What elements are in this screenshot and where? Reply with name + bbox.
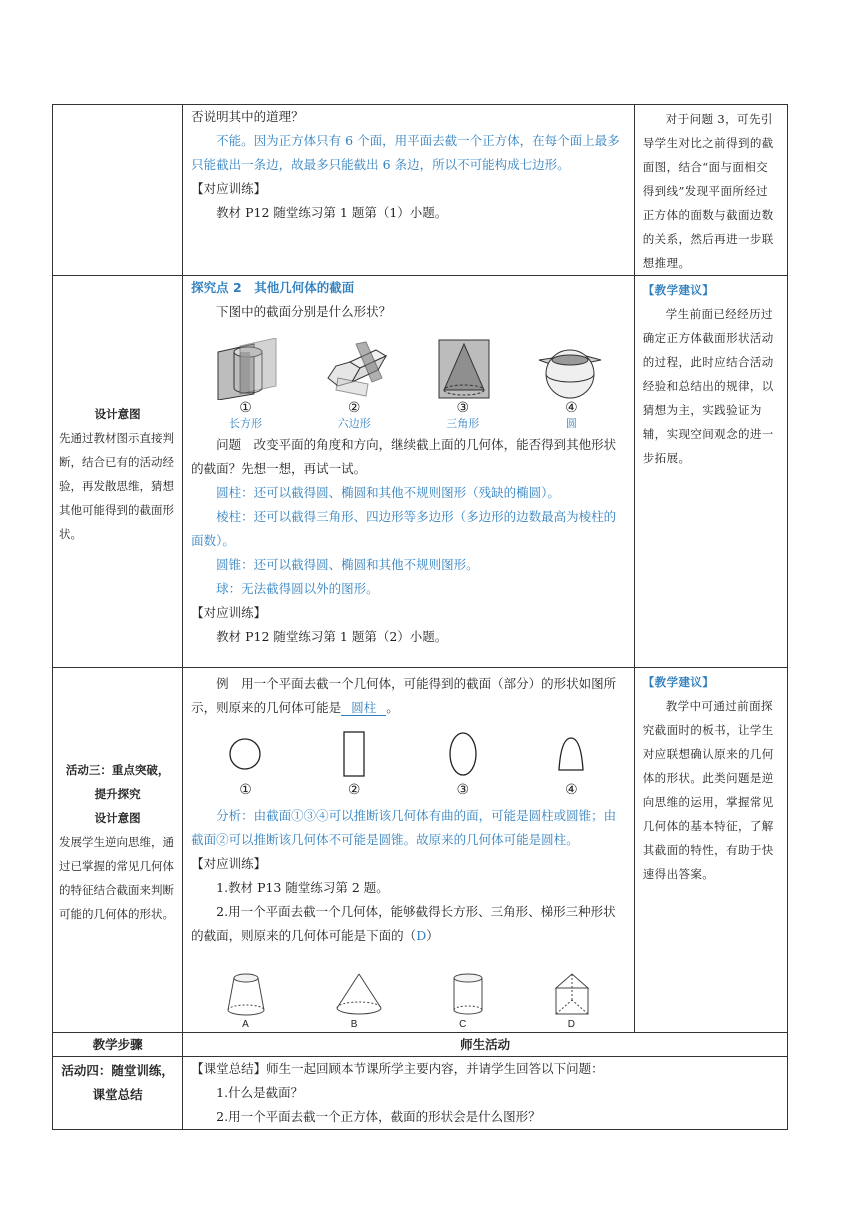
- explore2-question: 下图中的截面分别是什么形状？: [216, 304, 392, 319]
- row3-right-body: 教学中可通过前面探究截面时的板书，让学生对应联想确认原来的几何体的形状。此类问题是逆向思维的运用，掌握常见几何体的基本特征，了解其截面的特性，有助于快速得出答案。: [642, 699, 774, 881]
- row5-left-cell: [53, 1057, 183, 1130]
- rectangle-shape: [334, 729, 374, 779]
- row-activity4: [53, 1057, 788, 1130]
- fig-answer-2: 六边形: [337, 417, 371, 430]
- shape-number-4: ④: [565, 782, 578, 798]
- row3-right-tag: 【教学建议】: [642, 675, 715, 689]
- solid-figures: [191, 330, 626, 400]
- shape-number-2: ②: [347, 782, 361, 798]
- answer-prism: 棱柱：还可以截得三角形、四边形等多边形（多边形的边数最高为棱柱的面数）。: [191, 509, 617, 548]
- shape-numbers: [191, 782, 626, 798]
- row1-right-cell: [634, 105, 787, 276]
- cylinder-section-figure: [210, 338, 284, 400]
- row1-training-tag: 【对应训练】: [191, 181, 267, 196]
- example-text: [191, 672, 626, 720]
- lesson-table-page: [52, 104, 788, 1130]
- training-item-1: 1.教材 P13 随堂练习第 2 题。: [216, 880, 389, 895]
- answer-cylinder: 圆柱：还可以截得圆、椭圆和其他不规则图形（残缺的椭圆）。: [216, 485, 560, 500]
- t2-post: ）: [426, 928, 439, 943]
- row2-mid-cell: [183, 276, 635, 668]
- fig-number-3: ③: [456, 400, 470, 416]
- cone-option: [333, 970, 385, 1018]
- row2-training-tag: 【对应训练】: [191, 605, 267, 620]
- fig-answer-4: 圆: [565, 417, 577, 430]
- arch-shape: [551, 734, 591, 774]
- lesson-table: [52, 104, 788, 1130]
- fig-number-1: ①: [239, 400, 252, 416]
- ellipse-shape: [443, 729, 483, 779]
- row1-training: 教材 P12 随堂练习第 1 题第（1）小题。: [216, 205, 448, 220]
- triangular-prism-option: [550, 970, 594, 1018]
- answer-cone: 圆锥：还可以截得圆、椭圆和其他不规则图形。: [216, 557, 479, 572]
- shape-number-3: ③: [456, 782, 470, 798]
- fig-number-2: ②: [347, 400, 361, 416]
- option-letter-a: A: [242, 1019, 249, 1030]
- option-letter-d: D: [567, 1019, 576, 1030]
- summary-q1: 1.什么是截面？: [216, 1085, 304, 1100]
- answer-sphere: 球：无法截得圆以外的图形。: [216, 581, 379, 596]
- row2-left-title: 设计意图: [94, 407, 141, 421]
- activity3-title-line1: 活动三：重点突破，: [65, 763, 170, 777]
- row2-right-body: 学生前面已经经历过确定正方体截面形状活动的过程，此时应结合活动经验和总结出的规律，以猜想为主，实践验证为辅，实现空间观念的进一步拓展。: [642, 307, 774, 465]
- option-solids: [191, 956, 626, 1018]
- figure-numbers: [191, 400, 626, 416]
- option-letter-b: B: [350, 1019, 358, 1030]
- summary-q2: 2.用一个平面去截一个正方体，截面的形状会是什么图形？: [216, 1109, 541, 1124]
- example-pre: 例 用一个平面去截一个几何体，可能得到的截面（部分）的形状如图所示，则原来的几何体可能是: [191, 676, 617, 715]
- explore2-heading: 探究点 2 其他几何体的截面: [191, 280, 355, 295]
- example-analysis: 分析：由截面①③④可以推断该几何体有曲的面，可能是圆柱或圆锥；由截面②可以推断该几何体不可能是圆锥。故原来的几何体可能是圆柱。: [191, 808, 617, 847]
- row1-line1: 否说明其中的道理？: [191, 109, 304, 124]
- explore2-problem: 问题 改变平面的角度和方向，继续截上面的几何体，能否得到其他形状的截面？先想一想，再试一试。: [191, 437, 617, 476]
- frustum-option: [222, 970, 270, 1018]
- row-problem3: [53, 105, 788, 276]
- example-answer: 圆柱: [341, 700, 386, 716]
- sphere-section-figure: [533, 338, 607, 400]
- figure-answers: [191, 416, 626, 431]
- fig-number-4: ④: [565, 400, 578, 416]
- row2-training: 教材 P12 随堂练习第 1 题第（2）小题。: [216, 629, 448, 644]
- header-steps: 教学步骤: [53, 1033, 183, 1057]
- t2-pre: 2.用一个平面去截一个几何体，能够截得长方形、三角形、梯形三种形状的截面，则原来的几何体可能是下面的（: [191, 904, 616, 943]
- row1-answer: 不能。因为正方体只有 6 个面，用平面去截一个正方体，在每个面上最多只能截出一条边，故最多只能截出 6 条边，所以不可能构成七边形。: [191, 133, 620, 172]
- activity4-title-line1: 活动四：随堂训练，: [61, 1063, 174, 1078]
- table-header-row: [53, 1033, 788, 1057]
- activity4-title-line2: 课堂总结: [92, 1087, 143, 1102]
- row-explore2: [53, 276, 788, 668]
- row3-mid-cell: [183, 668, 635, 1033]
- row1-mid-cell: [183, 105, 635, 276]
- row2-left-cell: [53, 276, 183, 668]
- hexagonal-prism-section-figure: [322, 338, 396, 400]
- row-activity3: [53, 668, 788, 1033]
- row3-right-cell: [634, 668, 787, 1033]
- row2-right-tag: 【教学建议】: [642, 283, 715, 297]
- training-item-2: [191, 900, 626, 948]
- row1-left-cell: [53, 105, 183, 276]
- row2-right-cell: [634, 276, 787, 668]
- fig-answer-1: 长方形: [228, 417, 262, 430]
- header-activities: 师生活动: [183, 1033, 788, 1057]
- section-shapes: [191, 720, 626, 788]
- cylinder-option: [448, 970, 488, 1018]
- shape-number-1: ①: [239, 782, 252, 798]
- activity3-subtitle: 设计意图: [94, 811, 141, 825]
- row3-training-tag: 【对应训练】: [191, 856, 267, 871]
- fig-answer-3: 三角形: [446, 417, 480, 430]
- row2-left-body: 先通过教材图示直接判断，结合已有的活动经验，再发散思维，猜想其他可能得到的截面形状。: [59, 431, 174, 541]
- row1-right-note: 对于问题 3，可先引导学生对比之前得到的截面图，结合“面与面相交得到线”发现平面所经过正方体的面数与截面边数的关系，然后再进一步联想推理。: [642, 112, 774, 270]
- example-post: 。: [386, 700, 399, 715]
- t2-answer: D: [416, 928, 427, 943]
- circle-shape: [225, 734, 265, 774]
- row3-left-cell: [53, 668, 183, 1033]
- option-letters: [191, 1018, 626, 1032]
- activity3-body: 发展学生逆向思维，通过已掌握的常见几何体的特征结合截面来判断可能的几何体的形状。: [59, 835, 174, 921]
- option-letter-c: C: [459, 1019, 467, 1030]
- cone-section-figure: [435, 338, 495, 400]
- summary-line: 【课堂总结】师生一起回顾本节课所学主要内容，并请学生回答以下问题：: [191, 1061, 604, 1076]
- row5-content-cell: [183, 1057, 788, 1130]
- activity3-title-line2: 提升探究: [94, 787, 141, 801]
